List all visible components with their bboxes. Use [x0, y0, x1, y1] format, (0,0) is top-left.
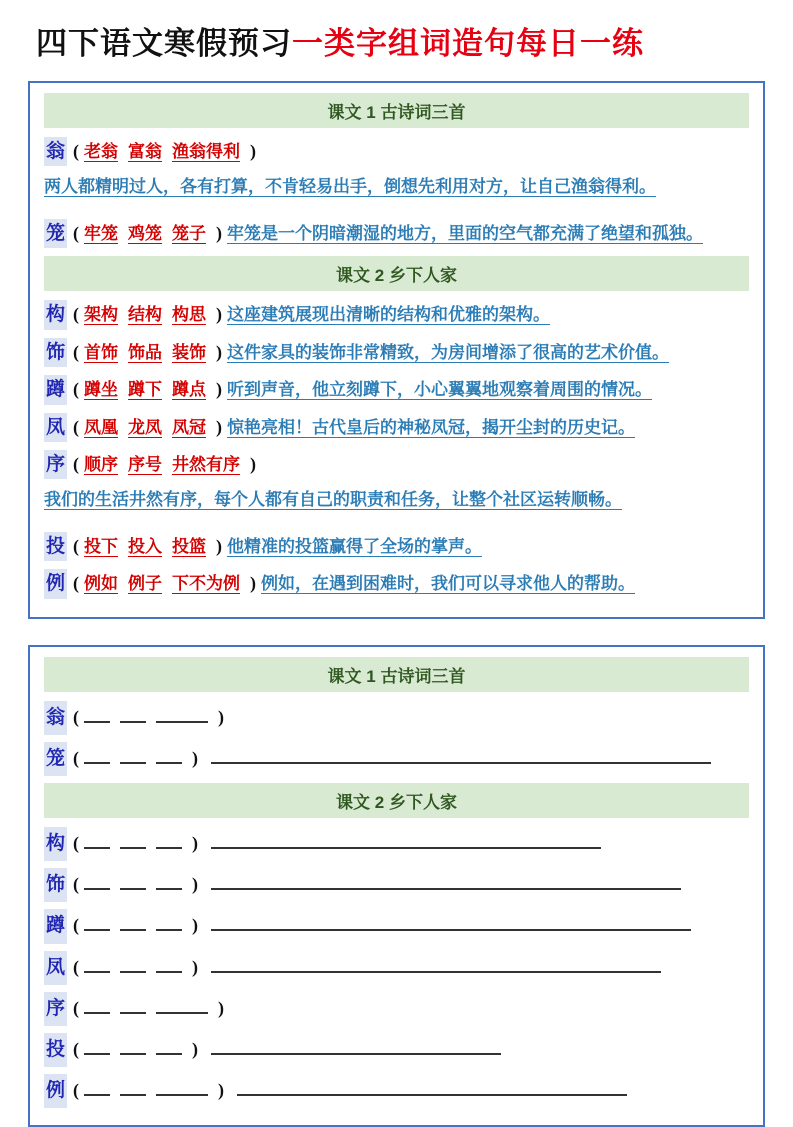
worksheet-practice-section: [28, 645, 765, 1127]
word-blank: [84, 1038, 110, 1055]
example-sentence-line: [44, 487, 749, 513]
example-sentence: 这座建筑展现出清晰的结构和优雅的架构。: [227, 305, 551, 325]
vocab-row-翁: [44, 137, 749, 166]
close-paren: ): [216, 416, 223, 437]
vocab-char: 笼: [44, 742, 67, 776]
open-paren: (: [73, 416, 80, 437]
close-paren: ): [192, 874, 199, 895]
word-blank: [156, 747, 182, 764]
vocab-row-投: [44, 1033, 749, 1067]
example-sentence: 例如，在遇到困难时，我们可以寻求他人的帮助。: [261, 574, 636, 594]
vocab-word: 饰品: [128, 342, 163, 362]
vocab-row-例: [44, 569, 749, 598]
vocab-char: 凤: [44, 413, 67, 442]
close-paren: ): [218, 706, 225, 727]
vocab-row-凤: [44, 413, 749, 442]
close-paren: ): [192, 1038, 199, 1059]
vocab-word: 顺序: [84, 454, 119, 474]
lesson-header: 课文 1 古诗词三首: [44, 657, 749, 692]
example-sentence: 他精准的投篮赢得了全场的掌声。: [227, 536, 483, 556]
vocab-word: 构思: [172, 305, 207, 325]
vocab-row-构: [44, 300, 749, 329]
worksheet-answer-section: [28, 81, 765, 619]
open-paren: (: [73, 535, 80, 556]
word-blank: [156, 706, 208, 723]
example-sentence-line: [44, 174, 749, 200]
vocab-char: 翁: [44, 701, 67, 735]
vocab-char: 翁: [44, 137, 67, 166]
vocab-char: 蹲: [44, 909, 67, 943]
vocab-word: 投入: [128, 536, 163, 556]
vocab-char: 笼: [44, 219, 67, 248]
vocab-row-翁: [44, 701, 749, 735]
vocab-char: 构: [44, 827, 67, 861]
vocab-word: 例如: [84, 574, 119, 594]
open-paren: (: [73, 304, 80, 325]
close-paren: ): [192, 747, 199, 768]
open-paren: (: [73, 706, 80, 727]
word-blank: [84, 706, 110, 723]
vocab-row-凤: [44, 951, 749, 985]
open-paren: (: [73, 833, 80, 853]
vocab-word: 凤凰: [84, 417, 119, 437]
vocab-char: 序: [44, 450, 67, 479]
vocab-word: 笼子: [172, 223, 207, 243]
page-title-red: 一类字组词造句每日一练: [292, 26, 644, 61]
vocab-word: 装饰: [172, 342, 207, 362]
word-blank: [84, 832, 110, 849]
open-paren: (: [73, 379, 80, 400]
sentence-write-line: [237, 1079, 627, 1096]
vocab-word: 牢笼: [84, 223, 119, 243]
vocab-word: 老翁: [84, 142, 119, 161]
page-title-black: 四下语文寒假预习: [36, 26, 292, 61]
sentence-write-line: [211, 1038, 501, 1055]
close-paren: ): [192, 956, 199, 977]
vocab-char: 投: [44, 532, 67, 561]
word-blank: [156, 1038, 182, 1055]
example-sentence: 我们的生活井然有序，每个人都有自己的职责和任务，让整个社区运转顺畅。: [44, 490, 622, 510]
example-sentence: 牢笼是一个阴暗潮湿的地方，里面的空气都充满了绝望和孤独。: [227, 223, 704, 243]
close-paren: ): [216, 379, 223, 400]
close-paren: ): [216, 535, 223, 556]
close-paren: ): [250, 141, 257, 161]
word-blank: [120, 873, 146, 890]
open-paren: (: [73, 1038, 80, 1059]
close-paren: ): [218, 997, 225, 1018]
word-blank: [84, 956, 110, 973]
open-paren: (: [73, 915, 80, 936]
vocab-char: 投: [44, 1033, 67, 1067]
example-sentence: 惊艳亮相！古代皇后的神秘凤冠，揭开尘封的历史记。: [227, 417, 636, 437]
open-paren: (: [73, 573, 80, 594]
vocab-row-序: [44, 450, 749, 479]
open-paren: (: [73, 222, 80, 243]
vocab-row-蹲: [44, 375, 749, 404]
open-paren: (: [73, 997, 80, 1018]
sentence-write-line: [211, 914, 691, 931]
open-paren: (: [73, 1080, 80, 1101]
word-blank: [84, 747, 110, 764]
close-paren: ): [250, 573, 257, 594]
vocab-word: 渔翁得利: [172, 142, 241, 161]
close-paren: ): [218, 1080, 225, 1101]
vocab-word: 井然有序: [172, 454, 241, 474]
sentence-write-line: [211, 747, 711, 764]
word-blank: [156, 997, 208, 1014]
word-blank: [84, 914, 110, 931]
vocab-word: 凤冠: [172, 417, 207, 437]
open-paren: (: [73, 956, 80, 977]
vocab-word: 例子: [128, 574, 163, 594]
word-blank: [156, 873, 182, 890]
vocab-word: 投篮: [172, 536, 207, 556]
close-paren: ): [216, 304, 223, 325]
sentence-write-line: [211, 956, 661, 973]
vocab-char: 饰: [44, 338, 67, 367]
vocab-word: 下不为例: [172, 574, 241, 594]
vocab-char: 饰: [44, 868, 67, 902]
sentence-write-line: [211, 873, 681, 890]
vocab-row-饰: [44, 868, 749, 902]
lesson-header: 课文 1 古诗词三首: [44, 93, 749, 128]
page-title: [0, 0, 793, 73]
close-paren: ): [216, 341, 223, 362]
example-sentence: 这件家具的装饰非常精致，为房间增添了很高的艺术价值。: [227, 342, 670, 362]
vocab-word: 富翁: [128, 142, 163, 161]
open-paren: (: [73, 874, 80, 895]
vocab-word: 结构: [128, 305, 163, 325]
word-blank: [120, 832, 146, 849]
vocab-row-投: [44, 532, 749, 561]
vocab-row-蹲: [44, 909, 749, 943]
vocab-word: 蹲下: [128, 380, 163, 400]
vocab-row-构: [44, 827, 749, 861]
vocab-word: 龙凤: [128, 417, 163, 437]
vocab-char: 凤: [44, 951, 67, 985]
vocab-char: 例: [44, 569, 67, 598]
word-blank: [120, 747, 146, 764]
lesson-header: 课文 2 乡下人家: [44, 783, 749, 818]
word-blank: [120, 914, 146, 931]
vocab-word: 序号: [128, 454, 163, 474]
vocab-row-笼: [44, 219, 749, 248]
word-blank: [156, 956, 182, 973]
example-sentence: 两人都精明过人，各有打算，不肯轻易出手，倒想先利用对方，让自己渔翁得利。: [44, 177, 656, 197]
word-blank: [120, 956, 146, 973]
word-blank: [156, 832, 182, 849]
vocab-word: 蹲点: [172, 380, 207, 400]
vocab-char: 例: [44, 1074, 67, 1108]
close-paren: ): [216, 222, 223, 243]
vocab-row-序: [44, 992, 749, 1026]
example-sentence: 听到声音，他立刻蹲下，小心翼翼地观察着周围的情况。: [227, 380, 653, 400]
vocab-row-笼: [44, 742, 749, 776]
word-blank: [120, 706, 146, 723]
close-paren: ): [192, 915, 199, 936]
sentence-write-line: [211, 832, 601, 849]
word-blank: [156, 1079, 208, 1096]
word-blank: [120, 997, 146, 1014]
vocab-word: 首饰: [84, 342, 119, 362]
open-paren: (: [73, 141, 80, 161]
vocab-char: 序: [44, 992, 67, 1026]
word-blank: [120, 1079, 146, 1096]
vocab-row-饰: [44, 338, 749, 367]
word-blank: [156, 914, 182, 931]
word-blank: [84, 1079, 110, 1096]
vocab-word: 鸡笼: [128, 223, 163, 243]
open-paren: (: [73, 341, 80, 362]
word-blank: [84, 997, 110, 1014]
vocab-word: 蹲坐: [84, 380, 119, 400]
word-blank: [120, 1038, 146, 1055]
vocab-row-例: [44, 1074, 749, 1108]
word-blank: [84, 873, 110, 890]
open-paren: (: [73, 747, 80, 768]
vocab-char: 构: [44, 300, 67, 329]
vocab-word: 架构: [84, 305, 119, 325]
close-paren: ): [192, 833, 199, 853]
lesson-header: 课文 2 乡下人家: [44, 256, 749, 291]
vocab-char: 蹲: [44, 375, 67, 404]
close-paren: ): [250, 453, 257, 474]
open-paren: (: [73, 453, 80, 474]
vocab-word: 投下: [84, 536, 119, 556]
